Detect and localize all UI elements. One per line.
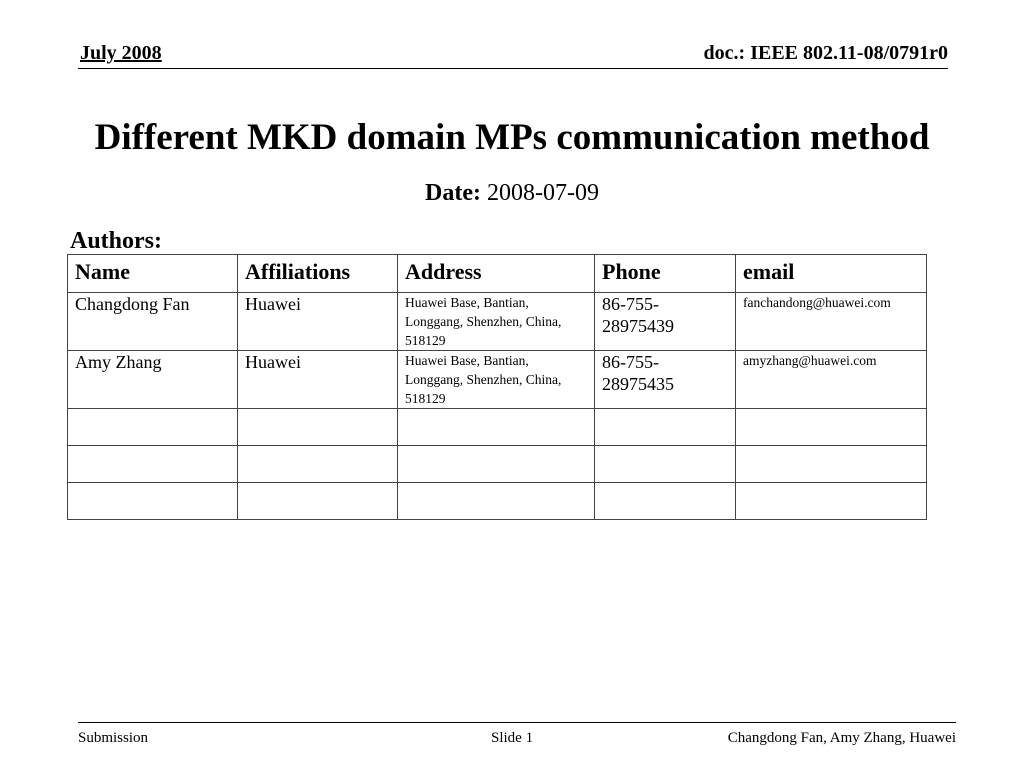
empty-cell bbox=[238, 446, 398, 483]
date-value: 2008-07-09 bbox=[486, 180, 599, 206]
header-address: Address bbox=[398, 255, 595, 293]
empty-cell bbox=[595, 446, 736, 483]
author-email: amyzhang@huawei.com bbox=[736, 351, 927, 409]
author-name: Changdong Fan bbox=[68, 293, 238, 351]
author-affiliation: Huawei bbox=[238, 351, 398, 409]
empty-table-row bbox=[68, 446, 927, 483]
empty-cell bbox=[238, 409, 398, 446]
empty-cell bbox=[398, 409, 595, 446]
header-doc-id: doc.: IEEE 802.11-08/0791r0 bbox=[703, 42, 948, 64]
footer-submission: Submission bbox=[78, 730, 149, 746]
date-label: Date: bbox=[425, 180, 481, 206]
empty-cell bbox=[398, 483, 595, 520]
empty-cell bbox=[68, 446, 238, 483]
slide-header bbox=[78, 40, 948, 69]
date-line bbox=[0, 178, 1024, 208]
empty-cell bbox=[238, 483, 398, 520]
empty-cell bbox=[398, 446, 595, 483]
authors-label: Authors: bbox=[70, 228, 163, 254]
header-email: email bbox=[736, 255, 927, 293]
empty-cell bbox=[736, 483, 927, 520]
author-email: fanchandong@huawei.com bbox=[736, 293, 927, 351]
empty-cell bbox=[736, 446, 927, 483]
table-header-row bbox=[68, 255, 927, 293]
empty-table-row bbox=[68, 483, 927, 520]
table-row bbox=[68, 293, 927, 351]
author-phone: 86-755-28975439 bbox=[595, 293, 736, 351]
empty-cell bbox=[595, 409, 736, 446]
empty-table-row bbox=[68, 409, 927, 446]
slide-title: Different MKD domain MPs communication method bbox=[94, 117, 930, 158]
header-affiliations: Affiliations bbox=[238, 255, 398, 293]
empty-cell bbox=[68, 409, 238, 446]
header-name: Name bbox=[68, 255, 238, 293]
author-address: Huawei Base, Bantian, Longgang, Shenzhen, China, 518129 bbox=[398, 351, 595, 409]
footer-authors: Changdong Fan, Amy Zhang, Huawei bbox=[727, 730, 956, 746]
empty-cell bbox=[68, 483, 238, 520]
empty-cell bbox=[736, 409, 927, 446]
author-address: Huawei Base, Bantian, Longgang, Shenzhen, China, 518129 bbox=[398, 293, 595, 351]
author-name: Amy Zhang bbox=[68, 351, 238, 409]
empty-cell bbox=[595, 483, 736, 520]
slide-footer bbox=[78, 722, 956, 751]
header-phone: Phone bbox=[595, 255, 736, 293]
author-phone: 86-755-28975435 bbox=[595, 351, 736, 409]
table-row bbox=[68, 351, 927, 409]
author-affiliation: Huawei bbox=[238, 293, 398, 351]
footer-slide-number: Slide 1 bbox=[491, 730, 534, 746]
header-date: July 2008 bbox=[80, 42, 162, 64]
authors-table bbox=[67, 254, 927, 520]
